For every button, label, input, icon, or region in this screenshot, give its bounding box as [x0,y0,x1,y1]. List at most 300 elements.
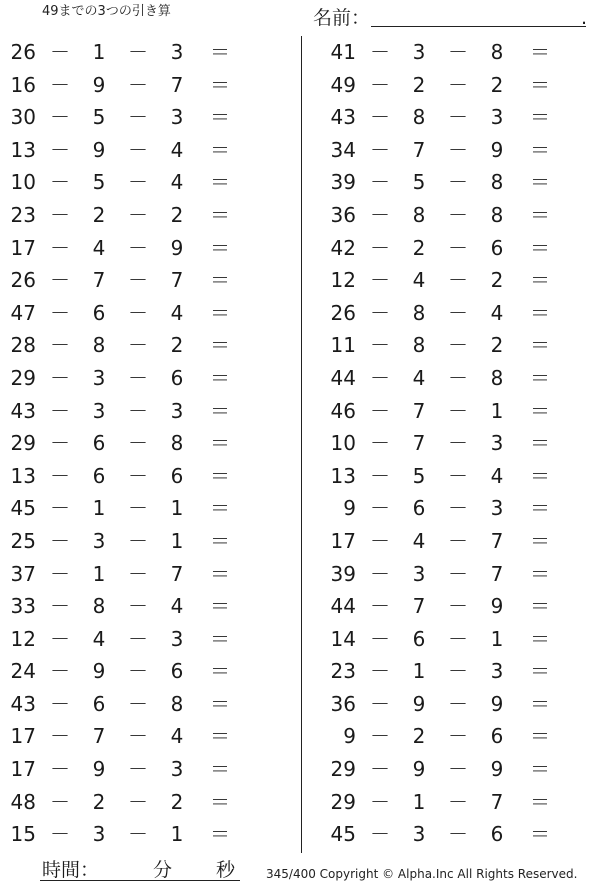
first-number: 13 [330,463,356,488]
problem-row [320,558,600,591]
first-number: 10 [10,170,36,195]
third-number: 4 [170,724,184,749]
second-number: 9 [92,757,106,782]
equals-sign: ＝ [210,105,230,130]
equals-sign: ＝ [210,561,230,586]
minus-sign: － [128,300,148,325]
second-number: 8 [92,594,106,619]
first-number: 44 [330,594,356,619]
minus-sign: － [370,170,390,195]
equals-sign: ＝ [530,822,550,847]
third-number: 3 [170,398,184,423]
problem-row [0,525,290,558]
equals-sign: ＝ [210,528,230,553]
first-number: 42 [330,235,356,260]
third-number: 1 [170,822,184,847]
second-number: 8 [412,105,426,130]
problem-row [320,786,600,819]
problem-row [0,166,290,199]
minus-sign: － [128,235,148,260]
first-number: 17 [10,724,36,749]
third-number: 8 [490,40,504,64]
problem-row [320,297,600,330]
first-number: 48 [10,789,36,814]
minus-sign: － [370,268,390,293]
minus-sign: － [448,300,468,325]
equals-sign: ＝ [210,300,230,325]
third-number: 2 [170,789,184,814]
third-number: 7 [490,561,504,586]
third-number: 3 [490,496,504,521]
equals-sign: ＝ [210,691,230,716]
minus-sign: － [448,594,468,619]
minus-sign: － [448,365,468,390]
third-number: 7 [490,789,504,814]
third-number: 6 [490,235,504,260]
first-number: 23 [10,202,36,227]
equals-sign: ＝ [530,202,550,227]
second-number: 5 [92,170,106,195]
problem-row [320,590,600,623]
minus-sign: － [50,594,70,619]
minus-sign: － [128,137,148,162]
equals-sign: ＝ [210,365,230,390]
problem-row [320,720,600,753]
minus-sign: － [370,822,390,847]
third-number: 9 [490,137,504,162]
minus-sign: － [448,659,468,684]
second-number: 6 [92,431,106,456]
minus-sign: － [128,691,148,716]
equals-sign: ＝ [210,40,230,64]
first-number: 17 [10,235,36,260]
equals-sign: ＝ [210,137,230,162]
problem-row [0,69,290,102]
problem-row [0,362,290,395]
minus-sign: － [448,202,468,227]
equals-sign: ＝ [530,757,550,782]
problem-row [0,297,290,330]
first-number: 29 [10,365,36,390]
minus-sign: － [50,528,70,553]
equals-sign: ＝ [530,789,550,814]
minus-sign: － [50,202,70,227]
first-number: 45 [330,822,356,847]
problem-row [320,525,600,558]
first-number: 29 [330,789,356,814]
minus-sign: － [370,659,390,684]
minus-sign: － [50,72,70,97]
minus-sign: － [370,691,390,716]
minutes-label: 分 [153,859,173,881]
second-number: 8 [412,202,426,227]
first-number: 46 [330,398,356,423]
problem-row [0,720,290,753]
minus-sign: － [370,300,390,325]
minus-sign: － [448,463,468,488]
name-underline [371,26,586,27]
third-number: 3 [490,431,504,456]
problem-row [0,427,290,460]
second-number: 3 [412,40,426,64]
minus-sign: － [128,170,148,195]
third-number: 4 [170,300,184,325]
second-number: 4 [92,235,106,260]
first-number: 10 [330,431,356,456]
second-number: 1 [92,561,106,586]
minus-sign: － [50,822,70,847]
equals-sign: ＝ [210,431,230,456]
third-number: 4 [170,137,184,162]
problem-row [0,101,290,134]
second-number: 5 [92,105,106,130]
second-number: 9 [412,691,426,716]
minus-sign: － [370,594,390,619]
minus-sign: － [370,789,390,814]
equals-sign: ＝ [210,333,230,358]
minus-sign: － [50,789,70,814]
minus-sign: － [370,105,390,130]
equals-sign: ＝ [530,105,550,130]
minus-sign: － [128,822,148,847]
minus-sign: － [128,333,148,358]
third-number: 9 [490,594,504,619]
third-number: 4 [490,463,504,488]
problem-row [320,688,600,721]
problem-row [320,264,600,297]
third-number: 6 [490,724,504,749]
minus-sign: － [128,72,148,97]
minus-sign: － [128,724,148,749]
third-number: 2 [490,72,504,97]
minus-sign: － [128,789,148,814]
minus-sign: － [370,365,390,390]
minus-sign: － [50,398,70,423]
equals-sign: ＝ [210,757,230,782]
third-number: 3 [170,40,184,64]
minus-sign: － [128,40,148,64]
problem-column-left [0,36,290,851]
third-number: 4 [170,594,184,619]
minus-sign: － [50,463,70,488]
first-number: 15 [10,822,36,847]
third-number: 1 [170,528,184,553]
minus-sign: － [50,659,70,684]
second-number: 8 [412,300,426,325]
third-number: 3 [170,105,184,130]
second-number: 7 [92,268,106,293]
equals-sign: ＝ [530,431,550,456]
minus-sign: － [370,561,390,586]
second-number: 2 [92,202,106,227]
first-number: 36 [330,691,356,716]
equals-sign: ＝ [210,170,230,195]
minus-sign: － [128,757,148,782]
seconds-label: 秒 [216,859,236,881]
minus-sign: － [448,431,468,456]
equals-sign: ＝ [530,659,550,684]
equals-sign: ＝ [210,72,230,97]
equals-sign: ＝ [530,235,550,260]
problem-row [320,818,600,851]
problem-row [320,623,600,656]
minus-sign: － [50,724,70,749]
second-number: 3 [92,822,106,847]
problem-row [0,36,290,69]
problem-row [0,786,290,819]
first-number: 26 [10,40,36,64]
second-number: 4 [412,365,426,390]
minus-sign: － [370,398,390,423]
second-number: 6 [92,463,106,488]
column-divider [301,36,302,853]
equals-sign: ＝ [530,170,550,195]
first-number: 12 [330,268,356,293]
second-number: 5 [412,463,426,488]
third-number: 6 [490,822,504,847]
first-number: 29 [10,431,36,456]
minus-sign: － [448,398,468,423]
first-number: 16 [10,72,36,97]
third-number: 2 [170,333,184,358]
problem-row [0,753,290,786]
equals-sign: ＝ [530,268,550,293]
second-number: 9 [92,72,106,97]
minus-sign: － [128,463,148,488]
problem-row [320,655,600,688]
equals-sign: ＝ [210,822,230,847]
first-number: 39 [330,561,356,586]
first-number: 29 [330,757,356,782]
minus-sign: － [50,561,70,586]
minus-sign: － [448,268,468,293]
problem-row [0,395,290,428]
minus-sign: － [128,105,148,130]
minus-sign: － [370,137,390,162]
problem-row [320,460,600,493]
time-label: 時間： [42,859,100,881]
minus-sign: － [50,137,70,162]
equals-sign: ＝ [530,561,550,586]
second-number: 7 [412,594,426,619]
third-number: 8 [170,691,184,716]
equals-sign: ＝ [530,72,550,97]
third-number: 2 [490,333,504,358]
minus-sign: － [50,300,70,325]
minus-sign: － [128,202,148,227]
second-number: 3 [412,822,426,847]
second-number: 9 [92,137,106,162]
minus-sign: － [128,659,148,684]
first-number: 39 [330,170,356,195]
minus-sign: － [448,822,468,847]
minus-sign: － [370,431,390,456]
worksheet-subtitle: 49までの3つの引き算 [42,4,171,19]
problem-column-right [320,36,600,851]
minus-sign: － [370,235,390,260]
problem-row [320,427,600,460]
minus-sign: － [50,691,70,716]
equals-sign: ＝ [210,496,230,521]
second-number: 1 [92,40,106,64]
equals-sign: ＝ [530,365,550,390]
minus-sign: － [448,626,468,651]
second-number: 7 [412,431,426,456]
minus-sign: － [448,137,468,162]
minus-sign: － [448,105,468,130]
minus-sign: － [448,496,468,521]
problem-row [0,623,290,656]
third-number: 4 [490,300,504,325]
second-number: 1 [412,659,426,684]
second-number: 2 [412,235,426,260]
equals-sign: ＝ [530,528,550,553]
minus-sign: － [370,463,390,488]
second-number: 2 [412,72,426,97]
minus-sign: － [128,561,148,586]
first-number: 28 [10,333,36,358]
problem-row [320,395,600,428]
third-number: 9 [170,235,184,260]
second-number: 1 [92,496,106,521]
first-number: 17 [10,757,36,782]
equals-sign: ＝ [210,398,230,423]
first-number: 9 [343,496,356,521]
first-number: 43 [10,398,36,423]
minus-sign: － [370,72,390,97]
problem-row [0,232,290,265]
minus-sign: － [50,626,70,651]
minus-sign: － [128,594,148,619]
first-number: 34 [330,137,356,162]
second-number: 9 [92,659,106,684]
problem-row [0,818,290,851]
minus-sign: － [50,496,70,521]
minus-sign: － [370,528,390,553]
equals-sign: ＝ [210,626,230,651]
minus-sign: － [370,40,390,64]
problem-row [320,492,600,525]
third-number: 8 [170,431,184,456]
first-number: 33 [10,594,36,619]
third-number: 6 [170,463,184,488]
first-number: 25 [10,528,36,553]
problem-row [320,753,600,786]
minus-sign: － [448,789,468,814]
second-number: 2 [92,789,106,814]
first-number: 26 [10,268,36,293]
third-number: 4 [170,170,184,195]
first-number: 23 [330,659,356,684]
minus-sign: － [128,268,148,293]
minus-sign: － [50,105,70,130]
minus-sign: － [448,40,468,64]
second-number: 3 [412,561,426,586]
second-number: 1 [412,789,426,814]
equals-sign: ＝ [210,235,230,260]
third-number: 6 [170,365,184,390]
second-number: 9 [412,757,426,782]
problem-row [320,199,600,232]
third-number: 1 [170,496,184,521]
first-number: 13 [10,137,36,162]
second-number: 3 [92,398,106,423]
equals-sign: ＝ [530,496,550,521]
second-number: 3 [92,528,106,553]
third-number: 7 [170,561,184,586]
third-number: 7 [170,72,184,97]
second-number: 8 [92,333,106,358]
second-number: 7 [412,398,426,423]
minus-sign: － [448,528,468,553]
first-number: 9 [343,724,356,749]
first-number: 47 [10,300,36,325]
minus-sign: － [448,561,468,586]
minus-sign: － [370,757,390,782]
problem-row [0,590,290,623]
equals-sign: ＝ [210,463,230,488]
minus-sign: － [50,170,70,195]
second-number: 4 [412,268,426,293]
first-number: 11 [330,333,356,358]
first-number: 26 [330,300,356,325]
minus-sign: － [128,626,148,651]
problem-row [0,199,290,232]
minus-sign: － [128,431,148,456]
first-number: 43 [10,691,36,716]
copyright-footer: 345/400 Copyright © Alpha.Inc All Rights Reserved. [266,867,578,881]
equals-sign: ＝ [530,398,550,423]
minus-sign: － [128,365,148,390]
minus-sign: － [448,757,468,782]
equals-sign: ＝ [210,202,230,227]
equals-sign: ＝ [530,594,550,619]
equals-sign: ＝ [210,268,230,293]
problem-row [320,134,600,167]
second-number: 3 [92,365,106,390]
equals-sign: ＝ [530,724,550,749]
second-number: 7 [412,137,426,162]
problem-row [0,134,290,167]
problem-row [0,655,290,688]
equals-sign: ＝ [530,626,550,651]
minus-sign: － [370,724,390,749]
second-number: 6 [412,626,426,651]
second-number: 7 [92,724,106,749]
third-number: 9 [490,757,504,782]
equals-sign: ＝ [530,691,550,716]
first-number: 49 [330,72,356,97]
minus-sign: － [50,235,70,260]
minus-sign: － [50,431,70,456]
minus-sign: － [448,724,468,749]
second-number: 8 [412,333,426,358]
problem-row [0,492,290,525]
minus-sign: － [50,268,70,293]
minus-sign: － [448,170,468,195]
minus-sign: － [50,333,70,358]
first-number: 12 [10,626,36,651]
minus-sign: － [370,626,390,651]
minus-sign: － [448,691,468,716]
equals-sign: ＝ [210,659,230,684]
minus-sign: － [370,202,390,227]
second-number: 6 [412,496,426,521]
time-record [40,857,245,883]
minus-sign: － [50,365,70,390]
minus-sign: － [448,333,468,358]
minus-sign: － [448,235,468,260]
